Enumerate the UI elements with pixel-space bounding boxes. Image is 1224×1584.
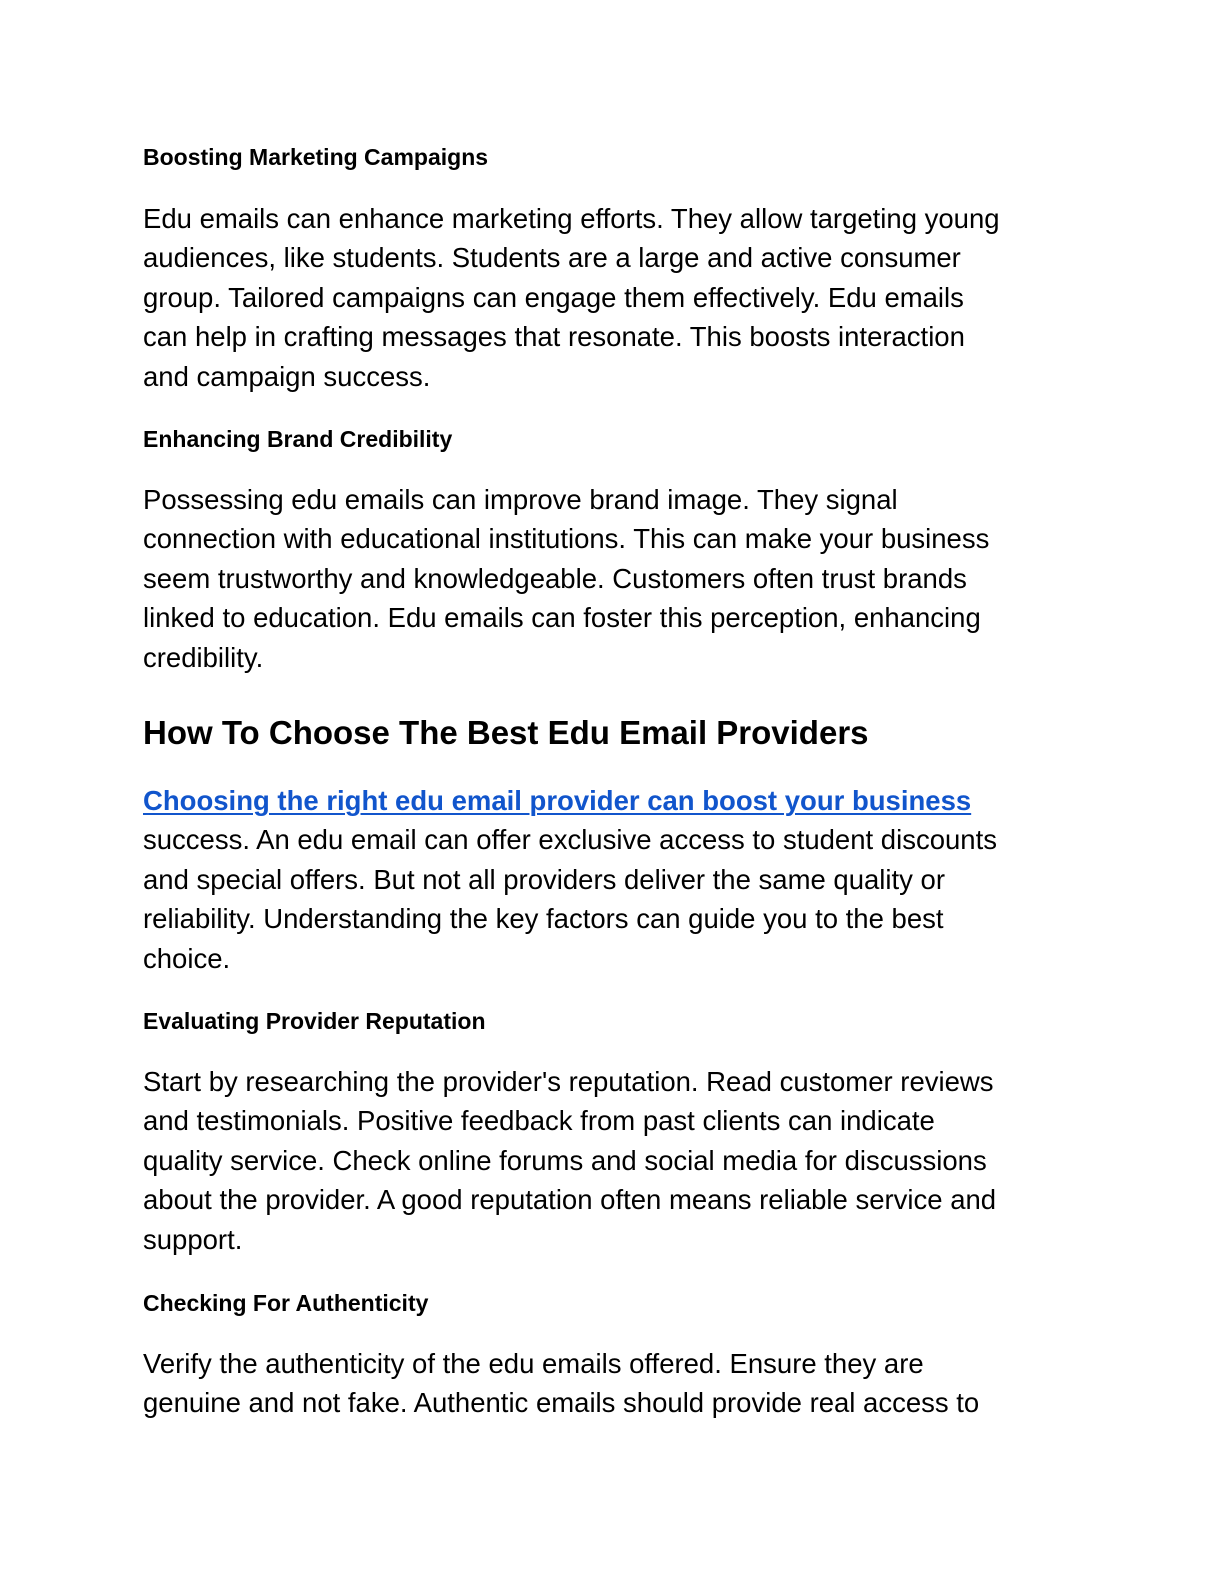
paragraph-line: Edu emails can enhance marketing efforts. They allow targeting young (143, 203, 1000, 234)
paragraph-line: group. Tailored campaigns can engage them effectively. Edu emails (143, 281, 964, 313)
paragraph-line: genuine and not fake. Authentic emails should provide real access to (143, 1387, 980, 1419)
paragraph-line: Possessing edu emails can improve brand image. They signal (143, 484, 898, 515)
paragraph-line: about the provider. A good reputation often means reliable service and (143, 1184, 997, 1216)
section-heading-evaluating-reputation: Evaluating Provider Reputation (143, 1008, 486, 1034)
paragraph-line: and special offers. But not all providers deliver the same quality or (143, 863, 945, 895)
paragraph-line: audiences, like students. Students are a large and active consumer (143, 242, 961, 274)
section-heading-enhancing-brand: Enhancing Brand Credibility (143, 426, 453, 452)
section-heading-checking-authenticity: Checking For Authenticity (143, 1290, 429, 1316)
paragraph-line: linked to education. Edu emails can foster this perception, enhancing (143, 602, 981, 634)
section-paragraph-enhancing-brand (143, 480, 1083, 677)
paragraph-line: can help in crafting messages that resonate. This boosts interaction (143, 321, 965, 353)
section-paragraph-evaluating-reputation (143, 1062, 1083, 1259)
paragraph-line: choice. (143, 942, 231, 974)
paragraph-line: quality service. Check online forums and social media for discussions (143, 1144, 987, 1176)
paragraph-line: reliability. Understanding the key factors can guide you to the best (143, 903, 944, 935)
paragraph-line: support. (143, 1223, 243, 1255)
paragraph-line: success. An edu email can offer exclusive access to student discounts (143, 824, 997, 856)
section-paragraph-checking-authenticity (143, 1344, 1083, 1423)
main-heading: How To Choose The Best Edu Email Providers (143, 714, 869, 751)
paragraph-line: Start by researching the provider's reputation. Read customer reviews (143, 1066, 994, 1097)
intro-link-line (143, 781, 1083, 820)
paragraph-line: connection with educational institutions. This can make your business (143, 523, 990, 555)
section-paragraph-boosting-marketing (143, 199, 1083, 396)
provider-link[interactable]: Choosing the right edu email provider can boost your business (143, 785, 972, 816)
intro-paragraph (143, 781, 1083, 978)
paragraph-line: and campaign success. (143, 360, 431, 392)
paragraph-line: credibility. (143, 641, 264, 673)
paragraph-line: seem trustworthy and knowledgeable. Customers often trust brands (143, 562, 967, 594)
paragraph-line: and testimonials. Positive feedback from past clients can indicate (143, 1105, 935, 1137)
section-heading-boosting-marketing: Boosting Marketing Campaigns (143, 144, 489, 170)
paragraph-line: Verify the authenticity of the edu emails offered. Ensure they are (143, 1348, 924, 1379)
